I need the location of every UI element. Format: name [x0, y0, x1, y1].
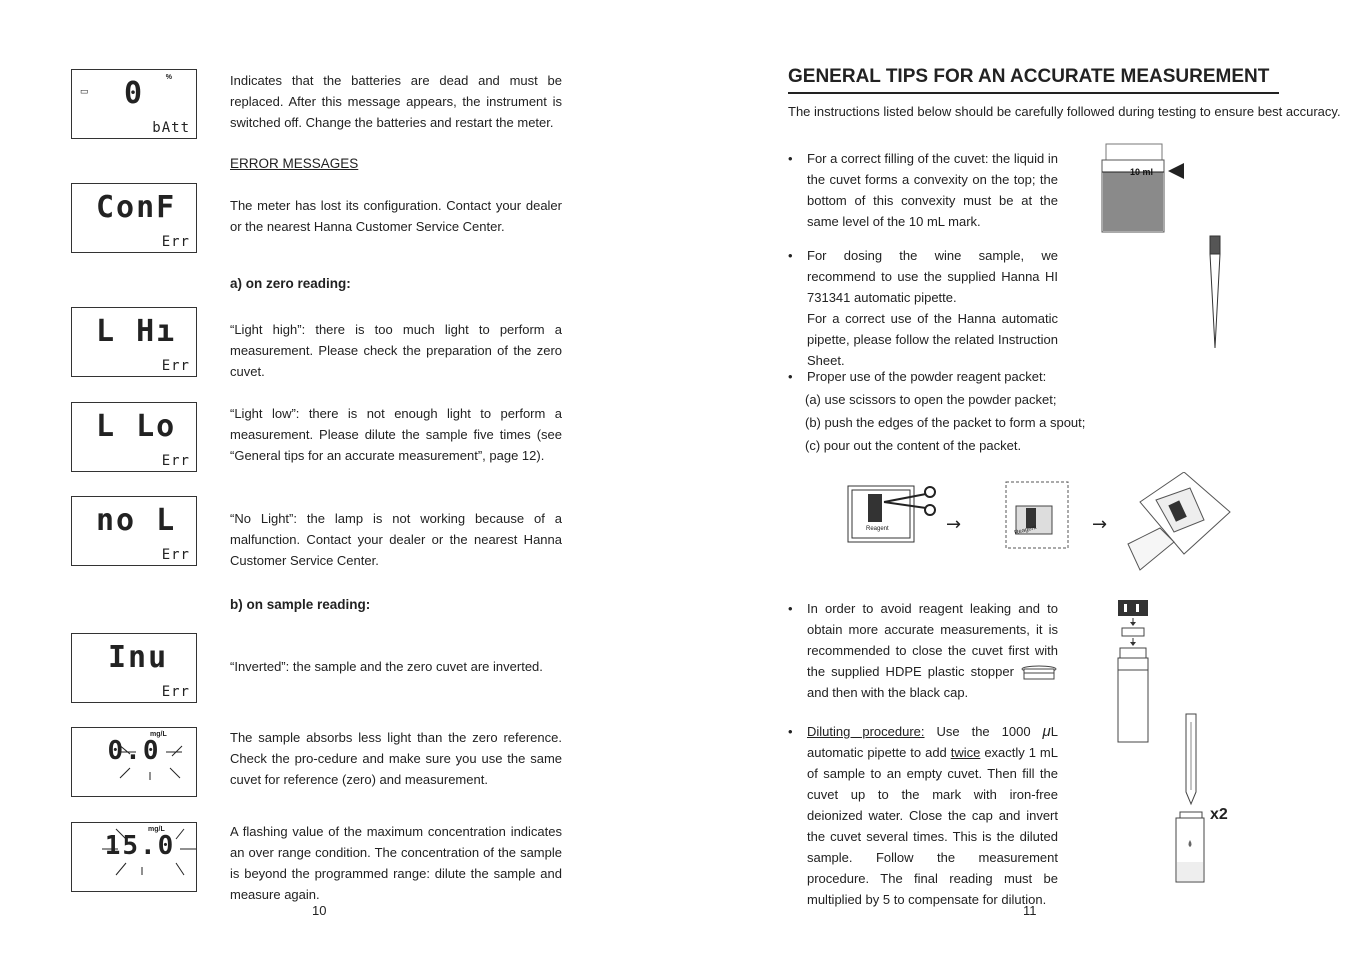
lcd-main: 0.0 [107, 736, 161, 766]
step-item: (b) push the edges of the packet to form a spout; [805, 415, 1086, 430]
diluting-text-3: exactly 1 mL of sample to an empty cuvet. Then fill the cuvet up to the mark with iron-free deionized water. Close the cap and invert the cuvet several times. This is the diluted sample. Follow the measurement procedure. The final reading must be multiplied by 5 to compensate for dilution. [807, 745, 1058, 907]
bullet-text: Proper use of the powder reagent packet: [807, 369, 1047, 384]
lcd-sub: Err [161, 547, 190, 563]
stopper-text-a: In order to avoid reagent leaking and to obtain more accurate measurements, it is recommended to close the cuvet first with the supplied HDPE plastic stopper [807, 601, 1058, 679]
lcd-main: ConF [96, 190, 177, 225]
lcd-unit: mg/L [150, 731, 167, 738]
lcd-sub: Err [161, 358, 190, 374]
lcd-sub: Err [161, 453, 190, 469]
battery-icon: ▭ [80, 86, 89, 96]
dilution-icon [1170, 712, 1210, 886]
bullet-dot: • [788, 369, 793, 384]
left-page [0, 0, 675, 954]
bullet-cuvet-filling [788, 148, 1058, 232]
battery-text: Indicates that the batteries are dead and must be replaced. After this message appears, the instrument is switched off. Change the batteries and restart the meter. [230, 73, 562, 130]
underrange-text: The sample absorbs less light than the zero reference. Check the pro-cedure and make sure you use the same cuvet for reference (zero) and measurement. [230, 730, 562, 787]
diluting-text-2: L automatic pipette to add [807, 724, 1058, 760]
lcd-sub: Err [161, 684, 190, 700]
sample-reading-heading: b) on sample reading: [230, 597, 371, 612]
lcd-conf [71, 183, 197, 253]
lcd-nol [71, 496, 197, 566]
lcd-overrange [71, 822, 197, 892]
twice-text: twice [950, 745, 981, 760]
bullet-text [807, 721, 1058, 910]
llo-text: “Light low”: there is not enough light to perform a measurement. Please dilute the sample five times (see “General tips for an accurate measurement”, page 12). [230, 406, 562, 463]
lcd-main: L Hı [96, 314, 177, 349]
bullet-dot: • [788, 151, 793, 166]
page-title: GENERAL TIPS FOR AN ACCURATE MEASUREMENT [788, 66, 1279, 94]
nol-text: “No Light”: the lamp is not working because of a malfunction. Contact your dealer or the nearest Hanna Customer Service Center. [230, 511, 562, 568]
bullet-dot: • [788, 601, 793, 616]
lcd-inu [71, 633, 197, 703]
intro-text: The instructions listed below should be carefully followed during testing to ensure best accuracy. [788, 104, 1341, 119]
lcd-unit: mg/L [148, 826, 165, 833]
page-number: 10 [312, 903, 327, 918]
lcd-lhi [71, 307, 197, 377]
lcd-main: 0 [123, 76, 145, 111]
lhi-text: “Light high”: there is too much light to perform a measurement. Please check the preparation of the zero cuvet. [230, 322, 562, 379]
diluting-label: Diluting procedure: [807, 724, 925, 739]
zero-reading-heading: a) on zero reading: [230, 276, 351, 291]
lcd-main: L Lo [96, 409, 177, 444]
cuvet-mark-label: 10 ml [1130, 167, 1154, 177]
step-item: (c) pour out the content of the packet. [805, 438, 1022, 453]
error-messages-heading: ERROR MESSAGES [230, 156, 359, 171]
bullet-text-2: For a correct use of the Hanna automatic pipette, please follow the related Instruction Sheet. [807, 311, 1058, 368]
bullet-dot: • [788, 248, 793, 263]
lcd-llo [71, 402, 197, 472]
diluting-text-1: Use the 1000 [924, 724, 1043, 739]
bullet-text: For dosing the wine sample, we recommend to use the supplied Hanna HI 731341 automatic pipette. [807, 248, 1058, 305]
x2-label: x2 [1210, 806, 1228, 823]
arrow-2: → [1092, 514, 1108, 535]
bullet-stopper [788, 598, 1058, 703]
reagent-packet-sequence [844, 472, 1234, 572]
lcd-main: Inu [108, 640, 169, 675]
bullet-text [807, 598, 1058, 703]
reagent-steps [805, 388, 1085, 457]
lcd-sub: Err [161, 234, 190, 250]
lcd-main: no L [96, 503, 177, 538]
lcd-underrange [71, 727, 197, 797]
right-page [676, 0, 1351, 954]
bullet-diluting [788, 721, 1058, 910]
arrow-1: → [946, 514, 962, 535]
mu-symbol: μ [1042, 723, 1051, 740]
cuvet-fill-icon [1100, 140, 1200, 235]
packet-label: Reagent [1013, 524, 1038, 537]
page-number: 11 [1023, 903, 1037, 918]
lcd-unit: % [165, 74, 172, 81]
pipette-icon [1206, 234, 1226, 352]
lcd-main: 15.0 [104, 831, 176, 861]
bullet-dot: • [788, 724, 793, 739]
stopper-icon [1020, 665, 1058, 681]
bullet-reagent-packet [788, 366, 1058, 387]
stopper-text-b: and then with the black cap. [807, 685, 969, 700]
conf-text: The meter has lost its configuration. Contact your dealer or the nearest Hanna Customer Service Center. [230, 198, 562, 234]
lcd-sub: bAtt [152, 120, 190, 136]
inu-text: “Inverted”: the sample and the zero cuvet are inverted. [230, 659, 543, 674]
packet-label: Reagent [866, 526, 889, 532]
bullet-pipette [788, 245, 1058, 371]
bullet-text: For a correct filling of the cuvet: the liquid in the cuvet forms a convexity on the top; the bottom of this convexity must be at the same level of the 10 mL mark. [807, 151, 1058, 229]
lcd-battery [71, 69, 197, 139]
step-item: (a) use scissors to open the powder packet; [805, 392, 1057, 407]
cuvet-cap-icon [1114, 598, 1154, 746]
overrange-text: A flashing value of the maximum concentration indicates an over range condition. The concentration of the sample is beyond the programmed range: dilute the sample and measure again. [230, 824, 562, 902]
